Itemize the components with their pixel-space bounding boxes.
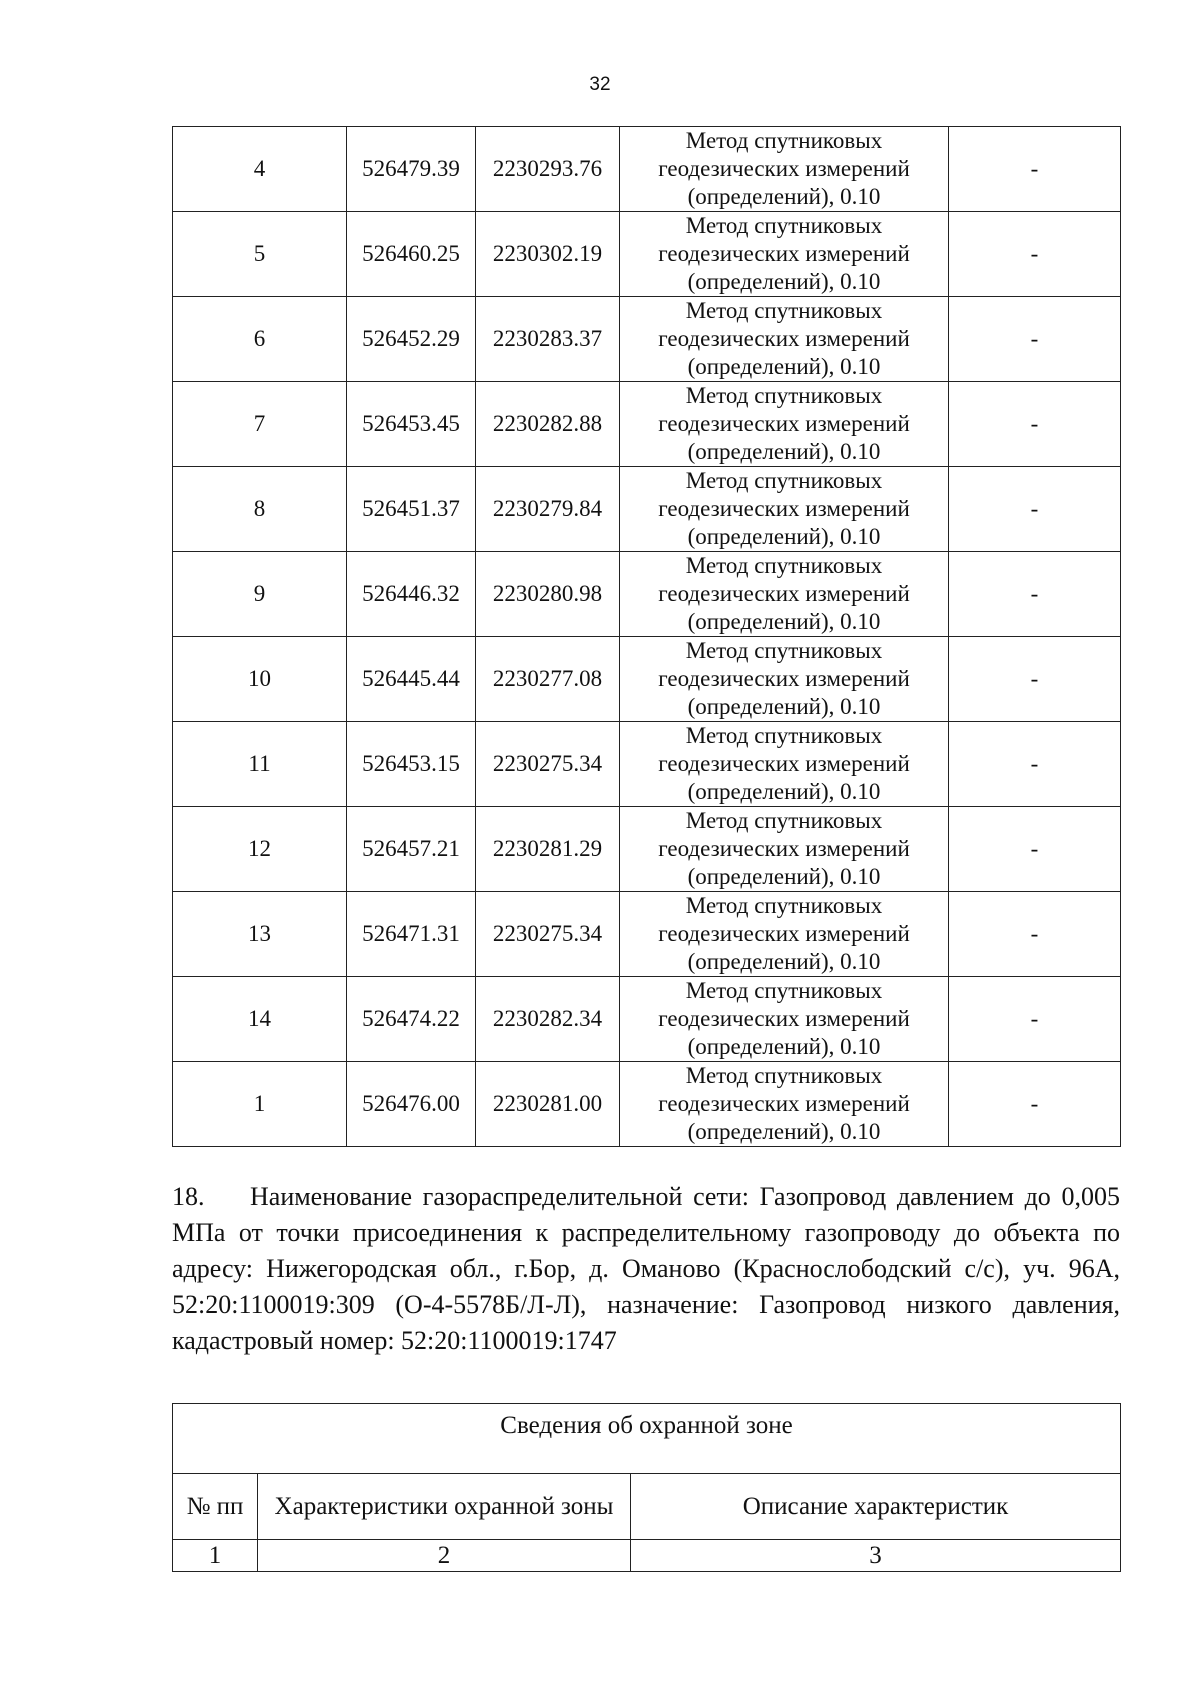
point-number-cell: 4 bbox=[173, 127, 347, 212]
point-number-cell: 7 bbox=[173, 382, 347, 467]
y-coordinate-cell: 2230280.98 bbox=[476, 552, 620, 637]
point-number-cell: 1 bbox=[173, 1062, 347, 1147]
method-cell bbox=[620, 127, 949, 212]
table-row bbox=[173, 297, 1121, 382]
y-coordinate-cell: 2230279.84 bbox=[476, 467, 620, 552]
note-cell: - bbox=[949, 722, 1121, 807]
method-line: геодезических измерений bbox=[658, 156, 910, 181]
zone-index-1: 1 bbox=[173, 1540, 258, 1572]
y-coordinate-cell: 2230275.34 bbox=[476, 892, 620, 977]
y-coordinate-cell: 2230302.19 bbox=[476, 212, 620, 297]
note-cell: - bbox=[949, 127, 1121, 212]
method-line: (определений), 0.10 bbox=[687, 864, 881, 889]
zone-index-3: 3 bbox=[631, 1540, 1121, 1572]
point-number-cell: 14 bbox=[173, 977, 347, 1062]
method-line: (определений), 0.10 bbox=[687, 1034, 881, 1059]
method-cell bbox=[620, 637, 949, 722]
method-cell bbox=[620, 552, 949, 637]
method-line: Метод спутниковых bbox=[685, 978, 883, 1003]
method-line: Метод спутниковых bbox=[685, 468, 883, 493]
table-row bbox=[173, 637, 1121, 722]
note-cell: - bbox=[949, 807, 1121, 892]
point-number-cell: 12 bbox=[173, 807, 347, 892]
method-line: геодезических измерений bbox=[658, 581, 910, 606]
point-number-cell: 10 bbox=[173, 637, 347, 722]
note-cell: - bbox=[949, 382, 1121, 467]
method-line: (определений), 0.10 bbox=[687, 184, 881, 209]
table-row bbox=[173, 977, 1121, 1062]
note-cell: - bbox=[949, 212, 1121, 297]
note-cell: - bbox=[949, 637, 1121, 722]
x-coordinate-cell: 526446.32 bbox=[347, 552, 476, 637]
x-coordinate-cell: 526451.37 bbox=[347, 467, 476, 552]
table-row bbox=[173, 892, 1121, 977]
table-row bbox=[173, 1062, 1121, 1147]
method-line: Метод спутниковых bbox=[685, 723, 883, 748]
method-line: (определений), 0.10 bbox=[687, 439, 881, 464]
method-line: Метод спутниковых bbox=[685, 553, 883, 578]
method-line: Метод спутниковых bbox=[685, 808, 883, 833]
table-row bbox=[173, 212, 1121, 297]
y-coordinate-cell: 2230275.34 bbox=[476, 722, 620, 807]
section-paragraph bbox=[172, 1179, 1120, 1359]
method-cell bbox=[620, 977, 949, 1062]
note-cell: - bbox=[949, 297, 1121, 382]
method-line: (определений), 0.10 bbox=[687, 779, 881, 804]
x-coordinate-cell: 526457.21 bbox=[347, 807, 476, 892]
method-line: геодезических измерений bbox=[658, 241, 910, 266]
coordinates-table bbox=[172, 126, 1121, 1147]
note-cell: - bbox=[949, 552, 1121, 637]
zone-caption: Сведения об охранной зоне bbox=[173, 1404, 1121, 1474]
zone-header-row bbox=[173, 1474, 1121, 1540]
section-number: 18. bbox=[172, 1182, 205, 1211]
x-coordinate-cell: 526474.22 bbox=[347, 977, 476, 1062]
method-line: (определений), 0.10 bbox=[687, 524, 881, 549]
x-coordinate-cell: 526471.31 bbox=[347, 892, 476, 977]
table-row bbox=[173, 382, 1121, 467]
method-line: Метод спутниковых bbox=[685, 1063, 883, 1088]
method-line: геодезических измерений bbox=[658, 836, 910, 861]
point-number-cell: 11 bbox=[173, 722, 347, 807]
method-line: (определений), 0.10 bbox=[687, 609, 881, 634]
y-coordinate-cell: 2230282.88 bbox=[476, 382, 620, 467]
method-line: геодезических измерений bbox=[658, 1091, 910, 1116]
x-coordinate-cell: 526476.00 bbox=[347, 1062, 476, 1147]
method-cell bbox=[620, 892, 949, 977]
protection-zone-table bbox=[172, 1403, 1121, 1572]
method-line: (определений), 0.10 bbox=[687, 1119, 881, 1144]
method-line: геодезических измерений bbox=[658, 666, 910, 691]
note-cell: - bbox=[949, 1062, 1121, 1147]
zone-caption-row bbox=[173, 1404, 1121, 1474]
y-coordinate-cell: 2230281.29 bbox=[476, 807, 620, 892]
method-cell bbox=[620, 467, 949, 552]
table-row bbox=[173, 552, 1121, 637]
method-line: Метод спутниковых bbox=[685, 893, 883, 918]
method-line: Метод спутниковых bbox=[685, 638, 883, 663]
point-number-cell: 13 bbox=[173, 892, 347, 977]
method-line: геодезических измерений bbox=[658, 411, 910, 436]
y-coordinate-cell: 2230283.37 bbox=[476, 297, 620, 382]
method-line: геодезических измерений bbox=[658, 496, 910, 521]
method-cell bbox=[620, 807, 949, 892]
y-coordinate-cell: 2230282.34 bbox=[476, 977, 620, 1062]
table-row bbox=[173, 467, 1121, 552]
zone-header-number: № пп bbox=[173, 1474, 258, 1540]
method-line: геодезических измерений bbox=[658, 326, 910, 351]
x-coordinate-cell: 526452.29 bbox=[347, 297, 476, 382]
method-cell bbox=[620, 382, 949, 467]
method-line: Метод спутниковых bbox=[685, 383, 883, 408]
method-line: геодезических измерений bbox=[658, 751, 910, 776]
method-line: (определений), 0.10 bbox=[687, 269, 881, 294]
x-coordinate-cell: 526453.15 bbox=[347, 722, 476, 807]
note-cell: - bbox=[949, 892, 1121, 977]
method-line: Метод спутниковых bbox=[685, 128, 883, 153]
point-number-cell: 9 bbox=[173, 552, 347, 637]
point-number-cell: 5 bbox=[173, 212, 347, 297]
table-row bbox=[173, 807, 1121, 892]
method-cell bbox=[620, 1062, 949, 1147]
y-coordinate-cell: 2230277.08 bbox=[476, 637, 620, 722]
zone-header-description: Описание характеристик bbox=[631, 1474, 1121, 1540]
method-cell bbox=[620, 212, 949, 297]
table-row bbox=[173, 127, 1121, 212]
coordinates-table-body bbox=[173, 127, 1121, 1147]
method-cell bbox=[620, 297, 949, 382]
zone-index-2: 2 bbox=[258, 1540, 631, 1572]
method-line: (определений), 0.10 bbox=[687, 354, 881, 379]
method-line: Метод спутниковых bbox=[685, 298, 883, 323]
zone-index-row bbox=[173, 1540, 1121, 1572]
x-coordinate-cell: 526445.44 bbox=[347, 637, 476, 722]
section-text: Наименование газораспределительной сети: Газопровод давлением до 0,005 МПа от точки присоединения к распределительному газопроводу до объекта по адресу: Нижегородская обл., г.Бор, д. Оманово (Краснослободский с/с), уч. 96А, 52:20:1100019:309 (О-4-5578Б/Л-Л), назначение: Газопровод низкого давления, кадастровый номер: 52:20:1100019:1747 bbox=[172, 1182, 1120, 1355]
method-line: (определений), 0.10 bbox=[687, 949, 881, 974]
y-coordinate-cell: 2230281.00 bbox=[476, 1062, 620, 1147]
note-cell: - bbox=[949, 467, 1121, 552]
method-line: геодезических измерений bbox=[658, 1006, 910, 1031]
method-line: (определений), 0.10 bbox=[687, 694, 881, 719]
x-coordinate-cell: 526453.45 bbox=[347, 382, 476, 467]
zone-header-characteristics: Характеристики охранной зоны bbox=[258, 1474, 631, 1540]
page-number: 32 bbox=[589, 74, 611, 95]
method-line: Метод спутниковых bbox=[685, 213, 883, 238]
note-cell: - bbox=[949, 977, 1121, 1062]
method-line: геодезических измерений bbox=[658, 921, 910, 946]
y-coordinate-cell: 2230293.76 bbox=[476, 127, 620, 212]
method-cell bbox=[620, 722, 949, 807]
point-number-cell: 8 bbox=[173, 467, 347, 552]
x-coordinate-cell: 526479.39 bbox=[347, 127, 476, 212]
x-coordinate-cell: 526460.25 bbox=[347, 212, 476, 297]
point-number-cell: 6 bbox=[173, 297, 347, 382]
table-row bbox=[173, 722, 1121, 807]
